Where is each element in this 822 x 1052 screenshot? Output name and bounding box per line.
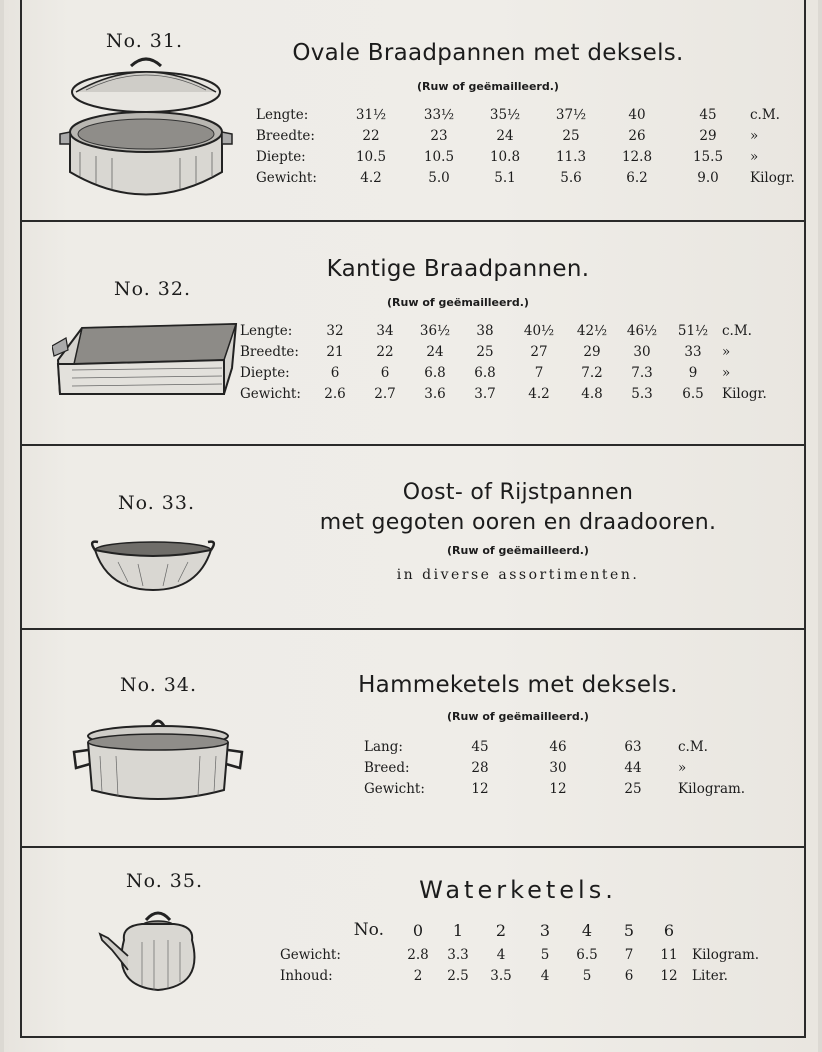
row-label: Lengte:: [256, 106, 309, 123]
table-header-cell: 1: [452, 920, 464, 940]
table-cell: 6.8: [474, 364, 496, 381]
table-cell: 25: [624, 780, 642, 797]
table-cell: 5: [582, 967, 592, 984]
table-cell: 6.2: [626, 169, 648, 186]
table-cell: 21: [326, 343, 344, 360]
item-subtitle: (Ruw of geëmailleerd.): [387, 296, 529, 309]
table-cell: 22: [362, 127, 380, 144]
table-header-cell: 2: [495, 920, 507, 940]
table-cell: 10.5: [355, 148, 387, 165]
item-title: Kantige Braadpannen.: [326, 256, 590, 282]
row-label: Breed:: [364, 759, 410, 776]
table-cell: 12: [660, 967, 678, 984]
table-cell: 35½: [489, 106, 521, 123]
dimensions-table: [240, 320, 767, 404]
item-32-panel: [22, 222, 804, 446]
table-cell: 31½: [355, 106, 387, 123]
table-cell: 2.8: [407, 946, 429, 963]
table-row: [240, 341, 767, 362]
row-label: Gewicht:: [240, 385, 301, 402]
table-cell: 33½: [423, 106, 455, 123]
item-number: No. 33.: [118, 492, 196, 514]
table-cell: 5.3: [631, 385, 653, 402]
row-unit: c.M.: [750, 106, 780, 123]
table-row: [280, 965, 759, 986]
row-label: Breedte:: [256, 127, 315, 144]
water-kettle-icon: [98, 906, 208, 996]
row-label: Inhoud:: [280, 967, 333, 984]
table-cell: 5: [540, 946, 550, 963]
table-cell: 40½: [523, 322, 555, 339]
table-cell: 4: [540, 967, 550, 984]
catalog-page: [4, 0, 818, 1052]
table-cell: 4.2: [360, 169, 382, 186]
table-cell: 5.0: [428, 169, 450, 186]
table-row: [256, 167, 795, 188]
table-cell: 36½: [419, 322, 451, 339]
table-cell: 24: [496, 127, 514, 144]
table-cell: 3.7: [474, 385, 496, 402]
table-cell: 7: [624, 946, 634, 963]
table-cell: 7.2: [581, 364, 603, 381]
item-number: No. 35.: [126, 870, 204, 892]
row-unit: Kilogr.: [750, 169, 795, 186]
table-cell: 6.8: [424, 364, 446, 381]
item-31-panel: [22, 0, 804, 222]
table-cell: 11.3: [555, 148, 587, 165]
row-unit: c.M.: [678, 738, 708, 755]
row-unit: »: [750, 127, 759, 144]
table-row: [240, 320, 767, 341]
table-row: [364, 757, 745, 778]
table-row: [240, 362, 767, 383]
table-cell: 46: [549, 738, 567, 755]
table-header-cell: 4: [581, 920, 593, 940]
row-unit: »: [678, 759, 687, 776]
row-label: Lengte:: [240, 322, 293, 339]
item-subtitle: (Ruw of geëmailleerd.): [447, 544, 589, 557]
table-cell: 45: [471, 738, 489, 755]
item-title: Hammeketels met deksels.: [358, 672, 678, 698]
table-cell: 46½: [626, 322, 658, 339]
dimensions-table: [364, 736, 745, 799]
table-cell: 29: [583, 343, 601, 360]
table-cell: 5.1: [494, 169, 516, 186]
table-row: [280, 944, 759, 965]
ham-kettle-icon: [70, 712, 246, 812]
dimensions-table: [280, 916, 759, 986]
table-cell: 10.8: [489, 148, 521, 165]
table-cell: 38: [476, 322, 494, 339]
table-cell: 9.0: [697, 169, 719, 186]
table-cell: 28: [471, 759, 489, 776]
row-label: Breedte:: [240, 343, 299, 360]
table-cell: 24: [426, 343, 444, 360]
table-cell: 15.5: [692, 148, 724, 165]
table-row: [256, 104, 795, 125]
wok-icon: [88, 536, 218, 596]
catalog-frame: [20, 0, 806, 1038]
assortment-note: in diverse assortimenten.: [396, 567, 640, 583]
table-row: [256, 146, 795, 167]
item-subtitle: (Ruw of geëmailleerd.): [447, 710, 589, 723]
rectangular-roasting-pan-icon: [52, 320, 242, 410]
row-unit: Liter.: [692, 967, 728, 984]
table-header-cell: 0: [412, 920, 424, 940]
oval-roasting-pan-icon: [56, 52, 236, 212]
table-header-cell: 3: [539, 920, 551, 940]
item-number: No. 31.: [106, 30, 184, 52]
table-cell: 37½: [555, 106, 587, 123]
table-row: [256, 125, 795, 146]
table-cell: 26: [628, 127, 646, 144]
table-cell: 22: [376, 343, 394, 360]
item-title-line2: met gegoten ooren en draadooren.: [319, 510, 717, 535]
table-cell: 4.8: [581, 385, 603, 402]
table-cell: 6: [380, 364, 390, 381]
table-cell: 2.6: [324, 385, 346, 402]
row-unit: »: [722, 364, 731, 381]
item-title: Ovale Braadpannen met deksels.: [292, 40, 684, 66]
table-cell: 6: [624, 967, 634, 984]
table-cell: 3.3: [447, 946, 469, 963]
table-cell: 30: [633, 343, 651, 360]
row-unit: »: [750, 148, 759, 165]
row-unit: c.M.: [722, 322, 752, 339]
table-row: [364, 778, 745, 799]
table-cell: 6: [330, 364, 340, 381]
table-cell: 6.5: [682, 385, 704, 402]
row-label: Gewicht:: [256, 169, 317, 186]
row-unit: »: [722, 343, 731, 360]
item-number: No. 34.: [120, 674, 198, 696]
row-label: Diepte:: [240, 364, 290, 381]
table-row: [240, 383, 767, 404]
item-title-line1: Oost- of Rijstpannen: [402, 480, 634, 505]
table-cell: 12: [549, 780, 567, 797]
table-cell: 23: [430, 127, 448, 144]
table-header-cell: 6: [663, 920, 675, 940]
item-35-panel: [22, 848, 804, 1034]
table-cell: 29: [699, 127, 717, 144]
table-cell: 30: [549, 759, 567, 776]
table-cell: 25: [476, 343, 494, 360]
table-cell: 32: [326, 322, 344, 339]
item-number: No. 32.: [114, 278, 192, 300]
row-label: Diepte:: [256, 148, 306, 165]
table-cell: 34: [376, 322, 394, 339]
table-cell: 2.5: [447, 967, 469, 984]
table-cell: 2: [413, 967, 423, 984]
table-row: [364, 736, 745, 757]
table-cell: 33: [684, 343, 702, 360]
table-cell: 5.6: [560, 169, 582, 186]
table-cell: 2.7: [374, 385, 396, 402]
item-title: Waterketels.: [419, 876, 617, 904]
row-unit: Kilogr.: [722, 385, 767, 402]
item-33-panel: [22, 446, 804, 630]
table-cell: 42½: [576, 322, 608, 339]
table-cell: 40: [628, 106, 646, 123]
row-label: Lang:: [364, 738, 403, 755]
row-unit: Kilogram.: [692, 946, 760, 963]
table-cell: 7: [534, 364, 544, 381]
row-unit: Kilogram.: [678, 780, 746, 797]
table-header-row: [280, 916, 759, 944]
table-cell: 3.5: [490, 967, 512, 984]
table-header-cell: 5: [623, 920, 635, 940]
table-cell: 12.8: [621, 148, 653, 165]
table-cell: 7.3: [631, 364, 653, 381]
table-cell: 11: [660, 946, 678, 963]
table-cell: 63: [624, 738, 642, 755]
table-cell: 44: [624, 759, 642, 776]
row-label: Gewicht:: [280, 946, 341, 963]
header-label: No.: [353, 920, 384, 940]
item-34-panel: [22, 630, 804, 848]
table-cell: 51½: [677, 322, 709, 339]
item-subtitle: (Ruw of geëmailleerd.): [417, 80, 559, 93]
table-cell: 9: [688, 364, 698, 381]
table-cell: 12: [471, 780, 489, 797]
dimensions-table: [256, 104, 795, 188]
table-cell: 3.6: [424, 385, 446, 402]
table-cell: 25: [562, 127, 580, 144]
row-label: Gewicht:: [364, 780, 425, 797]
table-cell: 4.2: [528, 385, 550, 402]
table-cell: 10.5: [423, 148, 455, 165]
table-cell: 6.5: [576, 946, 598, 963]
table-cell: 27: [530, 343, 548, 360]
table-cell: 45: [699, 106, 717, 123]
table-cell: 4: [496, 946, 506, 963]
